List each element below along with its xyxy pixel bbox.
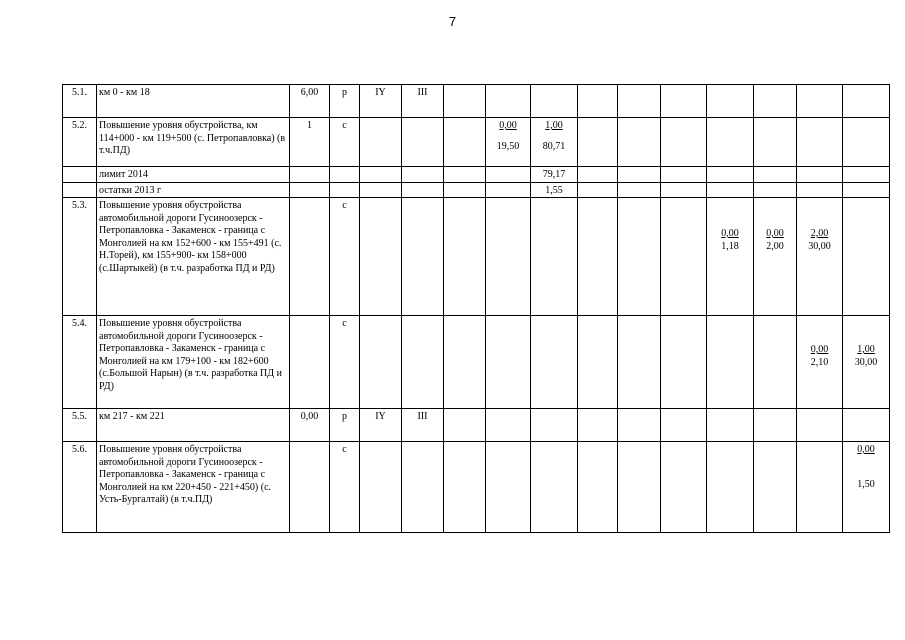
- class-cell: III: [402, 409, 444, 442]
- value-bottom: 2,00: [766, 240, 784, 252]
- row-description: Повышение уровня обустройства, км 114+000 - км 119+500 (с. Петропавловка) (в т.ч.ПД): [97, 118, 290, 167]
- table-row: [63, 118, 890, 167]
- row-description: Повышение уровня обустройства автомобильной дороги Гусиноозерск - Петропавловка - Закаменск - граница с Монголией на км 152+600 - км 155+491 (с. Н.Торей), км 155+900- км 158+000 (с.Шартыкей) (в т.ч. разработка ПД и РД): [97, 198, 290, 316]
- row-number: 5.4.: [63, 316, 97, 409]
- work-type-cell: р: [330, 409, 360, 442]
- value-top: 2,00: [810, 228, 829, 239]
- value-cell: [531, 118, 578, 167]
- value-cell: [843, 316, 890, 409]
- row-description: Повышение уровня обустройства автомобильной дороги Гусиноозерск - Петропавловка - Закаменск - граница с Монголией на км 220+450 - 221+450) (с. Усть-Бургалтай) (в т.ч.ПД): [97, 442, 290, 533]
- page-number: 7: [448, 14, 457, 29]
- value-cell: [707, 198, 754, 316]
- value-top: 0,00: [857, 444, 875, 455]
- length-cell: 0,00: [290, 409, 330, 442]
- table-row: [63, 167, 890, 183]
- row-number: 5.1.: [63, 85, 97, 118]
- value-top: 1,00: [545, 120, 563, 131]
- value-cell: [754, 198, 797, 316]
- length-cell: 1: [290, 118, 330, 167]
- row-number: 5.3.: [63, 198, 97, 316]
- work-type-cell: с: [330, 118, 360, 167]
- table-row: [63, 85, 890, 118]
- work-type-cell: с: [330, 316, 360, 409]
- category-cell: IY: [360, 409, 402, 442]
- value-cell: 79,17: [531, 167, 578, 183]
- row-description: лимит 2014: [97, 167, 290, 183]
- work-type-cell: р: [330, 85, 360, 118]
- value-cell: 1,55: [531, 182, 578, 198]
- value-bottom: 1,18: [721, 240, 739, 252]
- value-top: 0,00: [766, 228, 784, 239]
- row-number: 5.6.: [63, 442, 97, 533]
- value-top: 0,00: [499, 120, 517, 131]
- row-description: км 0 - км 18: [97, 85, 290, 118]
- value-bottom: 19,50: [496, 140, 520, 152]
- value-bottom: 1,50: [857, 478, 875, 490]
- row-description: км 217 - км 221: [97, 409, 290, 442]
- value-top: 0,00: [810, 344, 829, 355]
- work-type-cell: с: [330, 198, 360, 316]
- value-cell: [843, 442, 890, 533]
- table-row: [63, 409, 890, 442]
- value-bottom: 80,71: [542, 140, 566, 152]
- value-bottom: 30,00: [854, 356, 878, 368]
- value-cell: [486, 118, 531, 167]
- table-row: [63, 442, 890, 533]
- value-cell: [797, 198, 843, 316]
- table-row: [63, 198, 890, 316]
- row-description: остатки 2013 г: [97, 182, 290, 198]
- road-works-table: [62, 84, 890, 533]
- table-row: [63, 182, 890, 198]
- row-description: Повышение уровня обустройства автомобильной дороги Гусиноозерск - Петропавловка - Закаменск - граница с Монголией на км 179+100 - км 182+600 (с.Большой Нарын) (в т.ч. разработка ПД и РД): [97, 316, 290, 409]
- value-cell: [797, 316, 843, 409]
- row-number: 5.5.: [63, 409, 97, 442]
- length-cell: 6,00: [290, 85, 330, 118]
- work-type-cell: с: [330, 442, 360, 533]
- row-number: 5.2.: [63, 118, 97, 167]
- value-bottom: 2,10: [810, 356, 829, 368]
- value-top: 0,00: [721, 228, 739, 239]
- category-cell: IY: [360, 85, 402, 118]
- table-row: [63, 316, 890, 409]
- class-cell: III: [402, 85, 444, 118]
- value-bottom: 30,00: [808, 240, 831, 252]
- value-top: 1,00: [857, 344, 875, 355]
